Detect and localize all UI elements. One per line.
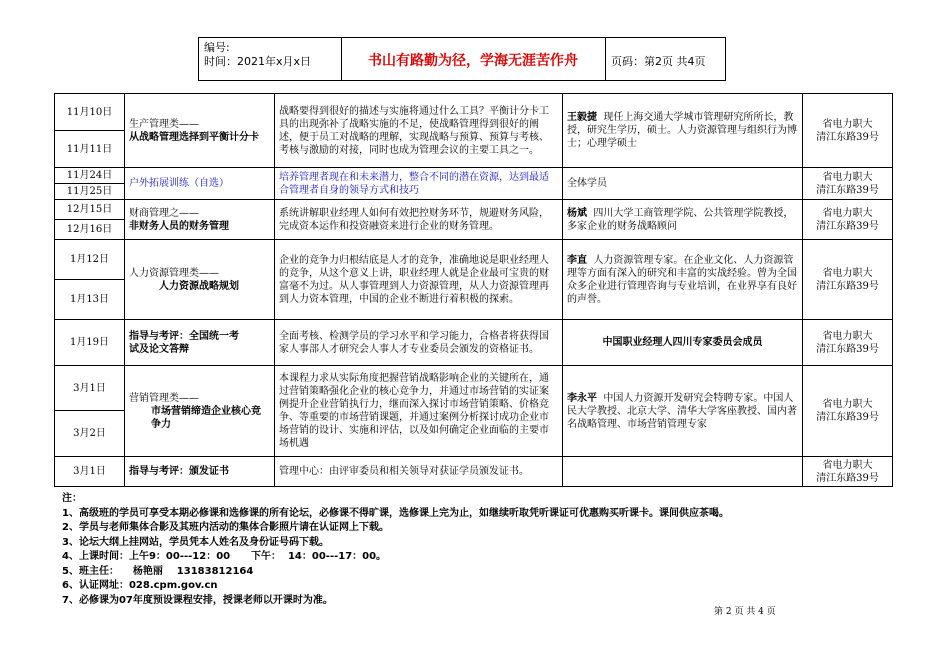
location-cell [803, 457, 893, 487]
teacher-bio: 人力资源管理专家。在企业文化、人力资源管理等方面有深入的研究和丰富的实战经验。曾为全国众多企业进行管理咨询与专业培训，在业界享有良好的声誉。 [567, 254, 797, 305]
date-cell: 3月1日 [55, 457, 125, 487]
location-line: 省电力职大 [822, 459, 873, 471]
table-row [55, 366, 893, 411]
location-line: 清江东路39号 [816, 412, 879, 423]
date-cell: 11月11日 [55, 131, 125, 168]
course-schedule-table [54, 93, 893, 487]
course-category: 人力资源管理类—— [129, 267, 219, 279]
course-category: 生产管理类—— [129, 118, 199, 130]
table-row [55, 457, 893, 487]
course-title: 从战略管理选择到平衡计分卡 [129, 131, 259, 143]
location-line: 省电力职大 [822, 267, 873, 279]
course-cell [125, 200, 275, 240]
course-title: 指导与考评：全国统一考 [129, 330, 239, 342]
course-title: 非财务人员的财务管理 [129, 220, 229, 232]
note-item: 7、必修课为07年度预设课程安排，授课老师以开课时为准。 [62, 594, 333, 606]
course-cell [125, 320, 275, 366]
location-line: 省电力职大 [822, 207, 873, 219]
course-title: 人力资源战略规划 [159, 280, 239, 292]
teacher-name: 王毅捷 [567, 112, 597, 123]
teacher-bio: 四川大学工商管理学院、公共管理学院教授，多家企业的财务战略顾问 [567, 207, 794, 232]
teacher-name: 李直 [567, 254, 587, 266]
date-cell: 3月2日 [55, 411, 125, 457]
description-cell: 管理中心：由评审委员和相关领导对获证学员颁发证书。 [275, 457, 563, 487]
course-cell: 指导与考评：颁发证书 [125, 457, 275, 487]
date-cell: 1月12日 [55, 240, 125, 280]
number-label: 编号: [204, 41, 230, 54]
date-cell: 11月10日 [55, 94, 125, 131]
location-line: 清江东路39号 [816, 280, 879, 292]
location-cell [803, 240, 893, 320]
date-cell: 3月1日 [55, 366, 125, 411]
location-line: 省电力职大 [822, 330, 873, 342]
location-line: 清江东路39号 [816, 343, 879, 355]
note-item: 3、论坛大纲上挂网站，学员凭本人姓名及身份证号码下载。 [62, 536, 329, 548]
course-title: 市场营销缔造企业核心竞争力 [151, 405, 261, 430]
table-row [55, 240, 893, 280]
course-category: 财商管理之—— [129, 207, 199, 219]
teacher-name: 杨斌 [567, 207, 587, 219]
motto: 书山有路勤为径，学海无涯苦作舟 [368, 53, 578, 69]
location-cell [803, 320, 893, 366]
header-motto-cell [341, 38, 606, 80]
teacher-cell [563, 240, 803, 320]
teacher-cell [563, 457, 803, 487]
course-cell [125, 240, 275, 320]
teacher-bio: 现任上海交通大学城市管理研究所所长，教授，研究生学历，硕士。人力资源管理与组织行为博士；心理学硕士 [567, 112, 797, 149]
location-cell [803, 168, 893, 200]
description-cell: 培养管理者现在和未来潜力，整合不同的潜在资源，达到最适合管理者自身的领导方式和技巧 [275, 168, 563, 200]
description-cell: 全面考核、检测学员的学习水平和学习能力，合格者将获得国家人事部人才研究会人事人才专业委员会颁发的资格证书。 [275, 320, 563, 366]
teacher-bio: 中国人力资源开发研究会特聘专家。中国人民大学教授、北京大学、清华大学客座教授、国内著名战略管理、市场营销管理专家 [567, 392, 797, 430]
table-row [55, 94, 893, 131]
table-row [55, 320, 893, 366]
note-item: 1、高级班的学员可享受本期必修课和选修课的所有论坛，必修课不得旷课，选修课上完为止，如继续听取凭听课证可优惠购买听课卡。课间供应茶喝。 [62, 507, 729, 519]
note-item: 2、学员与老师集体合影及其班内活动的集体合影照片请在认证网上下载。 [62, 522, 389, 533]
location-line: 省电力职大 [822, 118, 873, 130]
notes-section [62, 492, 729, 608]
date-cell: 11月24日 [55, 168, 125, 184]
location-line: 清江东路39号 [816, 131, 879, 143]
date-cell: 1月13日 [55, 280, 125, 320]
teacher-name: 李永平 [567, 392, 597, 404]
time-label: 时间：2021年x月x日 [204, 55, 312, 68]
notes-title: 注： [62, 493, 82, 504]
course-cell: 户外拓展训练（自选） [125, 168, 275, 200]
note-item: 6、认证网址：028.cpm.gov.cn [62, 580, 218, 591]
description-cell: 本课程力求从实际角度把握营销战略影响企业的关键所在，通过营销策略强化企业的核心竞争力，并通过市场营销的实证案例提升企业营销执行力，继而深入探讨市场营销策略、价格竞争、等重要的市场营销课题，并通过案例分析探讨成功企业市场营销的设计、实施和评估，以及如何确定企业面临的主要市场机遇 [275, 366, 563, 457]
teacher-cell: 全体学员 [563, 168, 803, 200]
location-cell [803, 366, 893, 457]
location-line: 省电力职大 [822, 171, 873, 183]
teacher-cell [563, 366, 803, 457]
location-line: 清江东路39号 [816, 472, 879, 484]
location-line: 清江东路39号 [816, 184, 879, 196]
header-meta-cell [199, 38, 342, 80]
header-page-cell [605, 38, 725, 80]
note-item: 5、班主任： 杨艳丽 13183812164 [62, 565, 254, 577]
date-cell: 12月15日 [55, 200, 125, 220]
location-line: 清江东路39号 [816, 220, 879, 232]
location-cell [803, 200, 893, 240]
date-cell: 12月16日 [55, 220, 125, 240]
description-cell: 企业的竞争力归根结底是人才的竞争，准确地说是职业经理人的竞争，从这个意义上讲，职业经理人就是企业最可宝贵的财富毫不为过。从人事管理到人力资源管理，从人力资源管理再到人力资本管理，中国的企业不断进行着积极的探索。 [275, 240, 563, 320]
location-cell [803, 94, 893, 168]
course-cell [125, 366, 275, 457]
teacher-cell [563, 94, 803, 168]
description-cell: 战略要得到很好的描述与实施将通过什么工具？平衡计分卡工具的出现弥补了战略实施的不足，使战略管理得到很好的阐述，便于员工对战略的理解，实现战略与预算、预算与考核、考核与激励的对接，同时也成为管理会议的主要工具之一。 [275, 94, 563, 168]
course-title: 试及论文答辩 [129, 343, 189, 355]
teacher-cell [563, 200, 803, 240]
note-item: 4、上课时间：上午9：00---12：00 下午： 14：00---17：00。 [62, 551, 387, 562]
course-cell [125, 94, 275, 168]
page-header [198, 37, 726, 81]
page-footer: 第 2 页 共 4 页 [714, 607, 776, 617]
course-category: 营销管理类—— [129, 392, 199, 404]
table-row [55, 168, 893, 184]
description-cell: 系统讲解职业经理人如何有效把控财务环节，规避财务风险，完成资本运作和投资融资来进行企业的财务管理。 [275, 200, 563, 240]
page-number-label: 页码：第2页 共4页 [611, 55, 706, 68]
teacher-cell: 中国职业经理人四川专家委员会成员 [563, 320, 803, 366]
table-row [55, 200, 893, 220]
location-line: 省电力职大 [822, 399, 873, 410]
date-cell: 11月25日 [55, 184, 125, 200]
date-cell: 1月19日 [55, 320, 125, 366]
